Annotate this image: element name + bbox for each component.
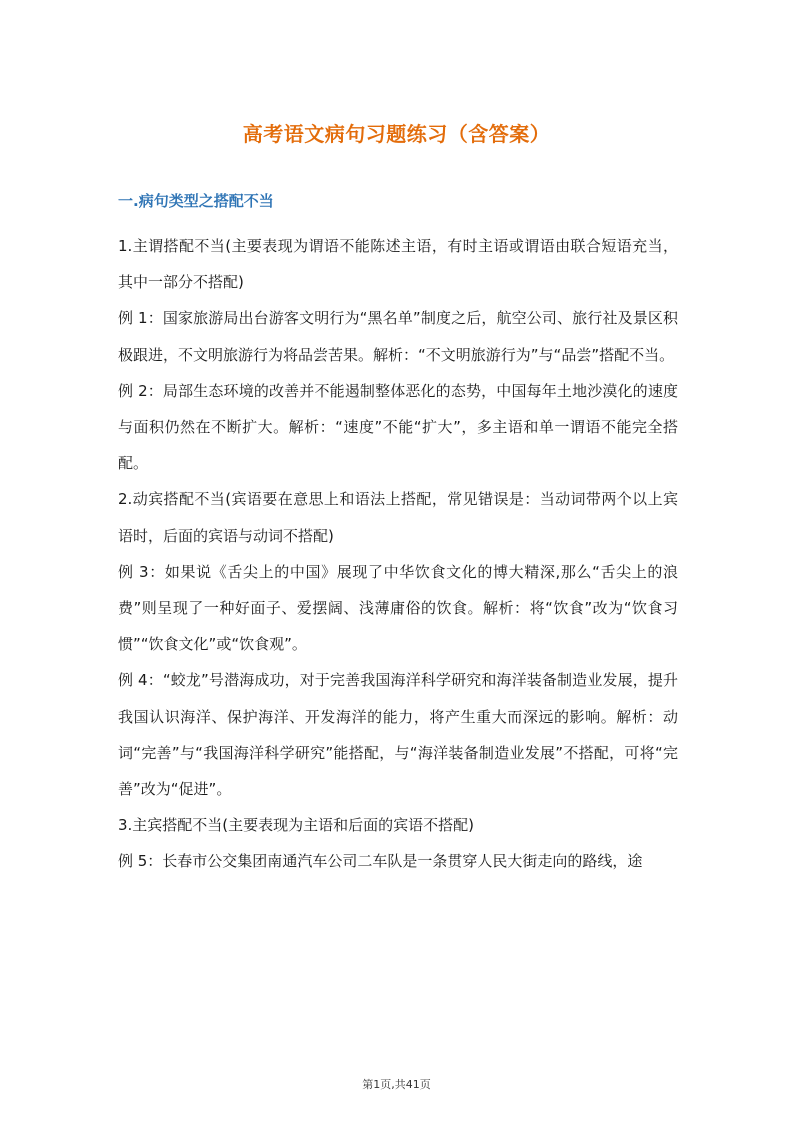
paragraph-example-4: 例 4：“蛟龙”号潜海成功，对于完善我国海洋科学研究和海洋装备制造业发展，提升我国认识海洋、保护海洋、开发海洋的能力，将产生重大而深远的影响。解析：动词“完善”与“我国海洋科学研究”能搭配，与“海洋装备制造业发展”不搭配，可将“完善”改为“促进”。 <box>118 671 678 799</box>
document-title: 高考语文病句习题练习（含答案） <box>242 122 551 146</box>
paragraph-verb-object: 2.动宾搭配不当(宾语要在意思上和语法上搭配，常见错误是：当动词带两个以上宾语时，后面的宾语与动词不搭配) <box>118 490 678 545</box>
paragraph-subject-predicate: 1.主谓搭配不当(主要表现为谓语不能陈述主语，有时主语或谓语由联合短语充当，其中一部分不搭配) <box>118 237 678 292</box>
document-body <box>118 228 678 880</box>
paragraph-example-5: 例 5：长春市公交集团南通汽车公司二车队是一条贯穿人民大街走向的路线，途 <box>118 852 643 871</box>
paragraph-example-1: 例 1：国家旅游局出台游客文明行为“黑名单”制度之后，航空公司、旅行社及景区积极跟进，不文明旅游行为将品尝苦果。解析：“不文明旅游行为”与“品尝”搭配不当。 <box>118 309 678 364</box>
paragraph-example-3: 例 3：如果说《舌尖上的中国》展现了中华饮食文化的博大精深,那么“舌尖上的浪费”则呈现了一种好面子、爱摆阔、浅薄庸俗的饮食。解析：将“饮食”改为“饮食习惯”“饮食文化”或“饮食观”。 <box>118 562 678 654</box>
page-number-footer: 第1页,共41页 <box>362 1078 431 1091</box>
section-heading: 一.病句类型之搭配不当 <box>118 192 274 210</box>
paragraph-example-2: 例 2：局部生态环境的改善并不能遏制整体恶化的态势，中国每年土地沙漠化的速度与面积仍然在不断扩大。解析：“速度”不能“扩大”，多主语和单一谓语不能完全搭配。 <box>118 381 678 473</box>
paragraph-subject-object: 3.主宾搭配不当(主要表现为主语和后面的宾语不搭配) <box>118 816 475 835</box>
